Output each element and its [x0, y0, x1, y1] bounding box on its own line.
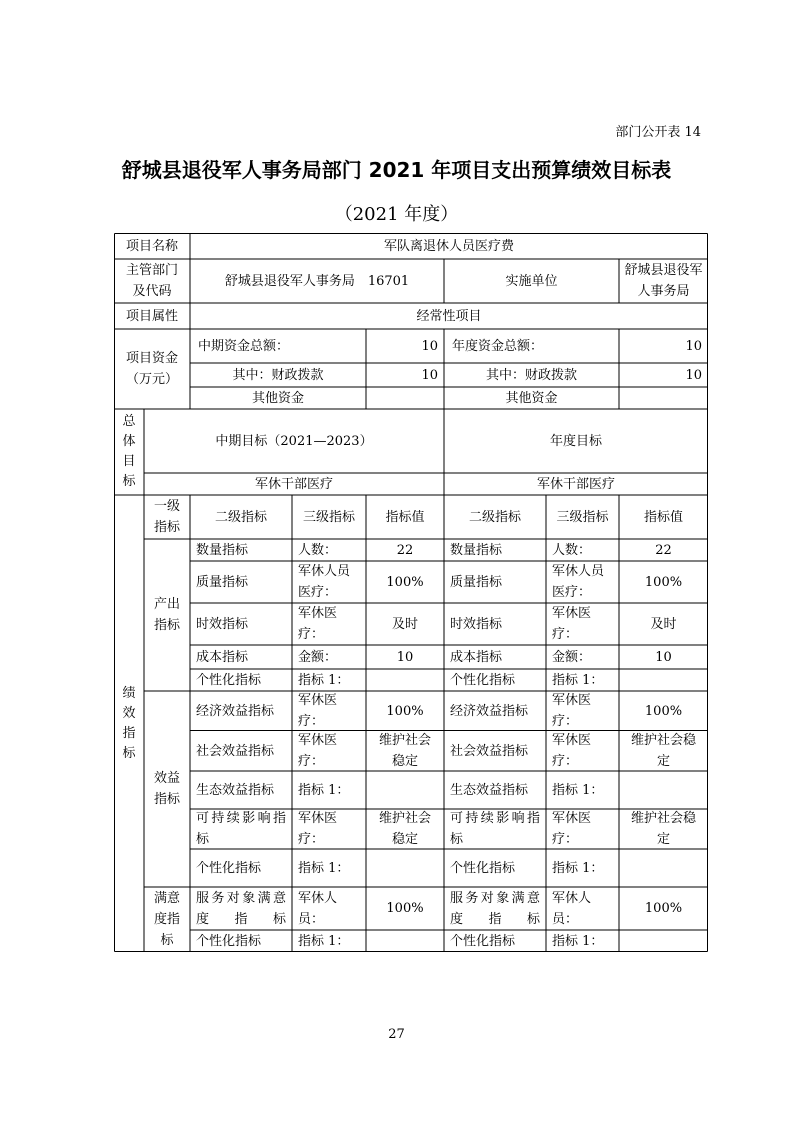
table-cell-year-value: 100% — [644, 574, 683, 590]
table-cell-mid-level2: 个性化指标 — [196, 672, 262, 688]
table-cell-year-level2: 服务对象满意度指标 — [450, 890, 540, 927]
table-cell-mid-value — [366, 771, 444, 809]
table-cell-year-level2: 个性化指标 — [450, 860, 516, 876]
page-subtitle: （2021 年度） — [334, 204, 459, 225]
table-cell-year-level2: 成本指标 — [450, 649, 503, 665]
label-value-year: 指标值 — [643, 509, 683, 525]
value-year-total: 10 — [685, 338, 702, 354]
table-cell-mid-value: 100% — [386, 574, 424, 590]
table-cell-year-value: 及时 — [650, 616, 677, 632]
value-project-name: 军队离退休人员医疗费 — [383, 238, 514, 254]
table-cell-year-level2: 社会效益指标 — [450, 743, 529, 759]
table-cell-year-level2: 质量指标 — [450, 574, 503, 590]
table-cell-mid-value: 100% — [386, 703, 424, 719]
table-cell-year-value: 维护社会稳定 — [631, 733, 697, 769]
table-cell-mid-value: 及时 — [391, 616, 418, 632]
table-cell-year-level3: 军休医疗： — [552, 733, 592, 769]
value-mid-fiscal: 10 — [421, 367, 438, 383]
table-cell-mid-level3: 军休医疗： — [298, 693, 338, 729]
table-cell-mid-level3: 指标 1： — [298, 782, 350, 798]
table-cell-year-value: 10 — [655, 649, 672, 665]
label-impl-unit: 实施单位 — [505, 273, 558, 289]
table-cell-year-value: 维护社会稳定 — [631, 811, 697, 847]
performance-table — [114, 233, 708, 952]
table-cell-mid-level2: 个性化指标 — [196, 933, 262, 949]
table-cell-year-level3: 军休医疗： — [552, 811, 592, 847]
label-year-total: 年度资金总额： — [452, 338, 544, 354]
table-cell-mid-level2: 经济效益指标 — [196, 703, 275, 719]
label-overall-goal: 总体目标 — [122, 414, 136, 489]
table-cell-year-value — [619, 930, 708, 952]
table-cell-year-value: 100% — [644, 703, 683, 719]
table-cell-mid-level2: 社会效益指标 — [196, 743, 275, 759]
label-project-attr: 项目属性 — [125, 308, 178, 324]
table-cell-mid-value: 100% — [386, 901, 424, 916]
label-level2-year: 二级指标 — [468, 509, 521, 525]
label-level3-year: 三级指标 — [556, 509, 609, 525]
value-project-attr: 经常性项目 — [416, 308, 482, 324]
label-satisfaction-indicators: 满意度指标 — [153, 891, 180, 948]
label-dept-code: 主管部门及代码 — [125, 263, 178, 299]
label-funds: 项目资金（万元） — [125, 351, 178, 387]
label-mid-fiscal: 其中：财政拨款 — [232, 367, 324, 383]
table-cell-mid-value — [366, 669, 444, 691]
table-cell-mid-level3: 军休医疗： — [298, 811, 338, 847]
table-cell-mid-level2: 成本指标 — [196, 649, 249, 665]
value-mid-total: 10 — [421, 338, 438, 354]
table-cell-year-level3: 军休人员医疗： — [552, 564, 605, 600]
table-cell-year-level2: 时效指标 — [450, 616, 503, 632]
doc-code: 部门公开表 14 — [615, 125, 701, 140]
table-cell-year-level2: 个性化指标 — [450, 672, 516, 688]
table-cell-mid-level3: 指标 1： — [298, 860, 350, 876]
table-cell-mid-level3: 人数： — [298, 542, 338, 558]
table-cell-year-value — [619, 849, 708, 887]
label-level1: 一级指标 — [153, 499, 180, 535]
value-year-goal: 军休干部医疗 — [536, 476, 615, 492]
table-cell-year-level2: 可持续影响指标 — [450, 811, 540, 847]
table-cell-mid-level3: 指标 1： — [298, 933, 350, 949]
table-cell-year-level3: 指标 1： — [552, 933, 604, 949]
table-cell-mid-value: 22 — [396, 542, 414, 558]
table-cell-year-level3: 指标 1： — [552, 860, 604, 876]
table-cell-year-level2: 生态效益指标 — [450, 782, 529, 798]
table-cell-mid-level2: 时效指标 — [196, 616, 249, 632]
page-title: 舒城县退役军人事务局部门 2021 年项目支出预算绩效目标表 — [121, 158, 672, 182]
table-cell-year-level3: 军休医疗： — [552, 606, 592, 642]
label-perf-indicators: 绩效指标 — [122, 685, 136, 761]
table-cell-year-level2: 经济效益指标 — [450, 703, 529, 719]
table-cell-mid-level2: 数量指标 — [196, 542, 249, 558]
table-cell-mid-value: 维护社会稳定 — [378, 811, 431, 847]
table-cell-mid-value: 10 — [396, 649, 414, 665]
table-cell-year-level3: 指标 1： — [552, 782, 604, 798]
table-cell-mid-level3: 金额： — [298, 649, 338, 665]
table-cell-mid-level3: 军休人员医疗： — [298, 564, 351, 600]
table-cell-year-level3: 军休医疗： — [552, 693, 592, 729]
label-mid-other: 其他资金 — [251, 390, 304, 406]
table-cell-mid-value — [366, 849, 444, 887]
table-cell-mid-level2: 服务对象满意度指标 — [196, 890, 286, 927]
table-cell-mid-level3: 军休人员： — [298, 890, 338, 927]
table-cell-year-level3: 指标 1： — [552, 672, 604, 688]
table-cell-year-level2: 数量指标 — [450, 542, 503, 558]
label-mid-total: 中期资金总额： — [198, 338, 290, 354]
value-impl-unit: 舒城县退役军人事务局 — [624, 263, 703, 299]
table-cell-mid-level2: 生态效益指标 — [196, 782, 275, 798]
label-level2-mid: 二级指标 — [214, 509, 267, 525]
table-cell-mid-level3: 军休医疗： — [298, 733, 338, 769]
label-year-fiscal: 其中：财政拨款 — [485, 367, 577, 383]
label-value-mid: 指标值 — [385, 509, 425, 525]
table-cell-year-value — [619, 669, 708, 691]
table-cell-year-value: 22 — [655, 542, 672, 558]
table-cell-mid-level2: 可持续影响指标 — [196, 811, 286, 847]
label-mid-goal: 中期目标（2021—2023） — [215, 433, 373, 449]
table-cell-year-level2: 个性化指标 — [450, 933, 516, 949]
table-cell-mid-level3: 军休医疗： — [298, 606, 338, 642]
label-project-name: 项目名称 — [125, 238, 178, 254]
label-year-other: 其他资金 — [505, 390, 558, 406]
table-cell-mid-level2: 个性化指标 — [196, 860, 262, 876]
table-cell-year-level3: 人数： — [552, 542, 592, 558]
table-cell-year-value — [619, 771, 708, 809]
table-cell-year-value: 100% — [644, 901, 683, 916]
label-year-goal: 年度目标 — [549, 433, 602, 449]
label-level3-mid: 三级指标 — [302, 509, 355, 525]
label-benefit-indicators: 效益指标 — [154, 771, 181, 807]
table-cell-mid-value — [366, 930, 444, 952]
value-mid-goal: 军休干部医疗 — [254, 476, 333, 492]
value-dept-code: 舒城县退役军人事务局 16701 — [224, 273, 410, 289]
page-number: 27 — [388, 1027, 405, 1042]
table-cell-mid-level2: 质量指标 — [196, 574, 249, 590]
value-year-fiscal: 10 — [685, 367, 702, 383]
table-cell-year-level3: 金额： — [552, 649, 592, 665]
table-cell-mid-level3: 指标 1： — [298, 672, 350, 688]
table-cell-year-level3: 军休人员： — [552, 890, 592, 927]
table-cell-mid-value: 维护社会稳定 — [378, 733, 431, 769]
label-output-indicators: 产出指标 — [154, 597, 181, 633]
